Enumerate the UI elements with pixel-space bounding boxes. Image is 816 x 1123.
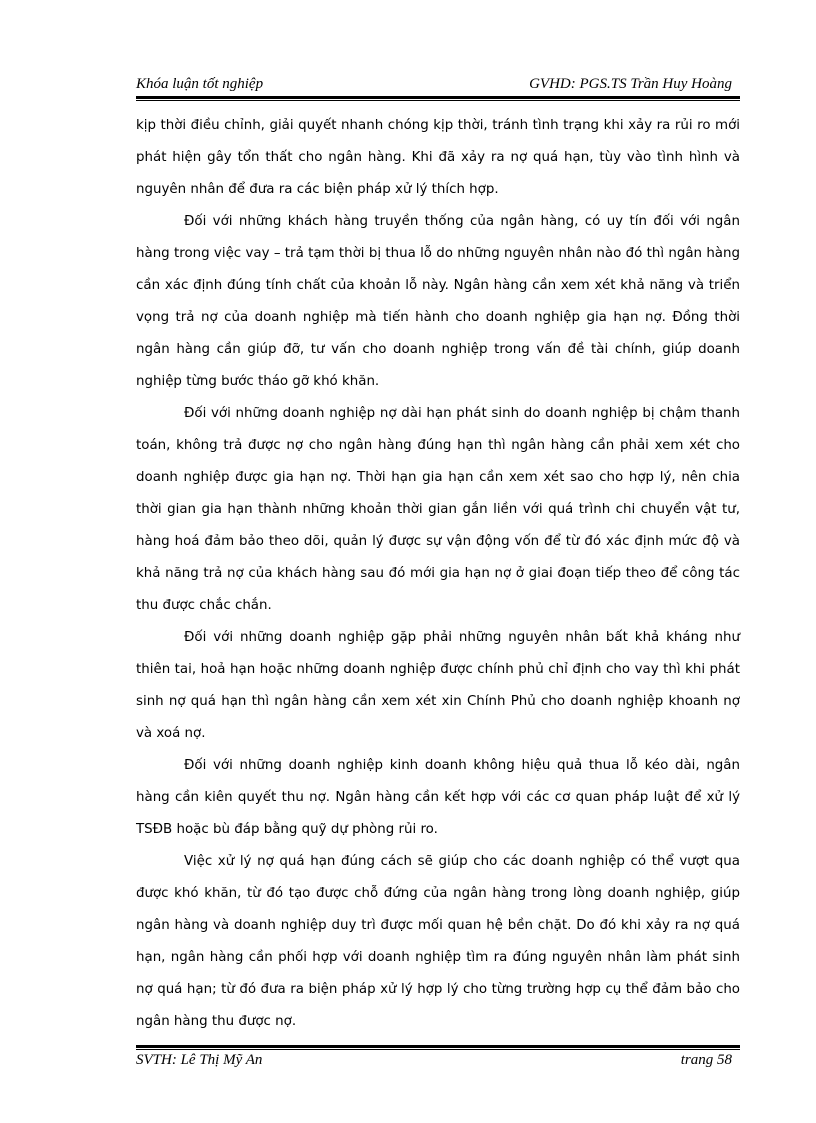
header-thesis-label: Khóa luận tốt nghiệp <box>136 76 264 92</box>
footer-rule-thick <box>136 1045 740 1048</box>
paragraph-conclusion: Việc xử lý nợ quá hạn đúng cách sẽ giúp cho các doanh nghiệp có thể vượt qua được khó khăn, từ đó tạo được chỗ đứng của ngân hàng trong lòng doanh nghiệp, giúp ngân hàng và doanh nghiệp duy trì được mối quan hệ bền chặt. Do đó khi xảy ra nợ quá hạn, ngân hàng cần phối hợp với doanh nghiệp tìm ra đúng nguyên nhân làm phát sinh nợ quá hạn; từ đó đưa ra biện pháp xử lý hợp lý cho từng trường hợp cụ thể đảm bảo cho ngân hàng thu được nợ. <box>136 854 740 1029</box>
header-rule-thin <box>136 100 740 101</box>
footer-rule-thin <box>136 1049 740 1050</box>
paragraph-long-term-debt: Đối với những doanh nghiệp nợ dài hạn phát sinh do doanh nghiệp bị chậm thanh toán, không trả được nợ cho ngân hàng đúng hạn thì ngân hàng cần phải xem xét cho doanh nghiệp được gia hạn nợ. Thời hạn gia hạn cần xem xét sao cho hợp lý, nên chia thời gian gia hạn thành những khoản thời gian gắn liền với quá trình chi chuyển vật tư, hàng hoá đảm bảo theo dõi, quản lý được sự vận động vốn để từ đó xác định mức độ và khả năng trả nợ của khách hàng sau đó mới gia hạn nợ ở giai đoạn tiếp theo để công tác thu được chắc chắn. <box>136 406 740 613</box>
page-header <box>136 76 740 98</box>
footer-student-label: SVTH: Lê Thị Mỹ An <box>136 1052 263 1068</box>
footer-page-number: trang 58 <box>680 1052 732 1068</box>
paragraph-traditional-customers: Đối với những khách hàng truyền thống của ngân hàng, có uy tín đối với ngân hàng trong việc vay – trả tạm thời bị thua lỗ do những nguyên nhân nào đó thì ngân hàng cần xác định đúng tính chất của khoản lỗ này. Ngân hàng cần xem xét khả năng và triển vọng trả nợ của doanh nghiệp mà tiến hành cho doanh nghiệp gia hạn nợ. Đồng thời ngân hàng cần giúp đỡ, tư vấn cho doanh nghiệp trong vấn đề tài chính, giúp doanh nghiệp từng bước tháo gỡ khó khăn. <box>136 214 740 389</box>
paragraph-force-majeure: Đối với những doanh nghiệp gặp phải những nguyên nhân bất khả kháng như thiên tai, hoả hạn hoặc những doanh nghiệp được chính phủ chỉ định cho vay thì khi phát sinh nợ quá hạn thì ngân hàng cần xem xét xin Chính Phủ cho doanh nghiệp khoanh nợ và xoá nợ. <box>136 630 740 741</box>
header-rule-thick <box>136 96 740 99</box>
paragraph-ineffective-business: Đối với những doanh nghiệp kinh doanh không hiệu quả thua lỗ kéo dài, ngân hàng cần kiên quyết thu nợ. Ngân hàng cần kết hợp với các cơ quan pháp luật để xử lý TSĐB hoặc bù đáp bằng quỹ dự phòng rủi ro. <box>136 758 740 837</box>
paragraph-continuation: kịp thời điều chỉnh, giải quyết nhanh chóng kịp thời, tránh tình trạng khi xảy ra rủi ro mới phát hiện gây tổn thất cho ngân hàng. Khi đã xảy ra nợ quá hạn, tùy vào tình hình và nguyên nhân để đưa ra các biện pháp xử lý thích hợp. <box>136 118 740 197</box>
page-footer <box>136 1052 740 1074</box>
header-advisor-label: GVHD: PGS.TS Trần Huy Hoàng <box>529 76 732 92</box>
body-text <box>136 110 740 1038</box>
